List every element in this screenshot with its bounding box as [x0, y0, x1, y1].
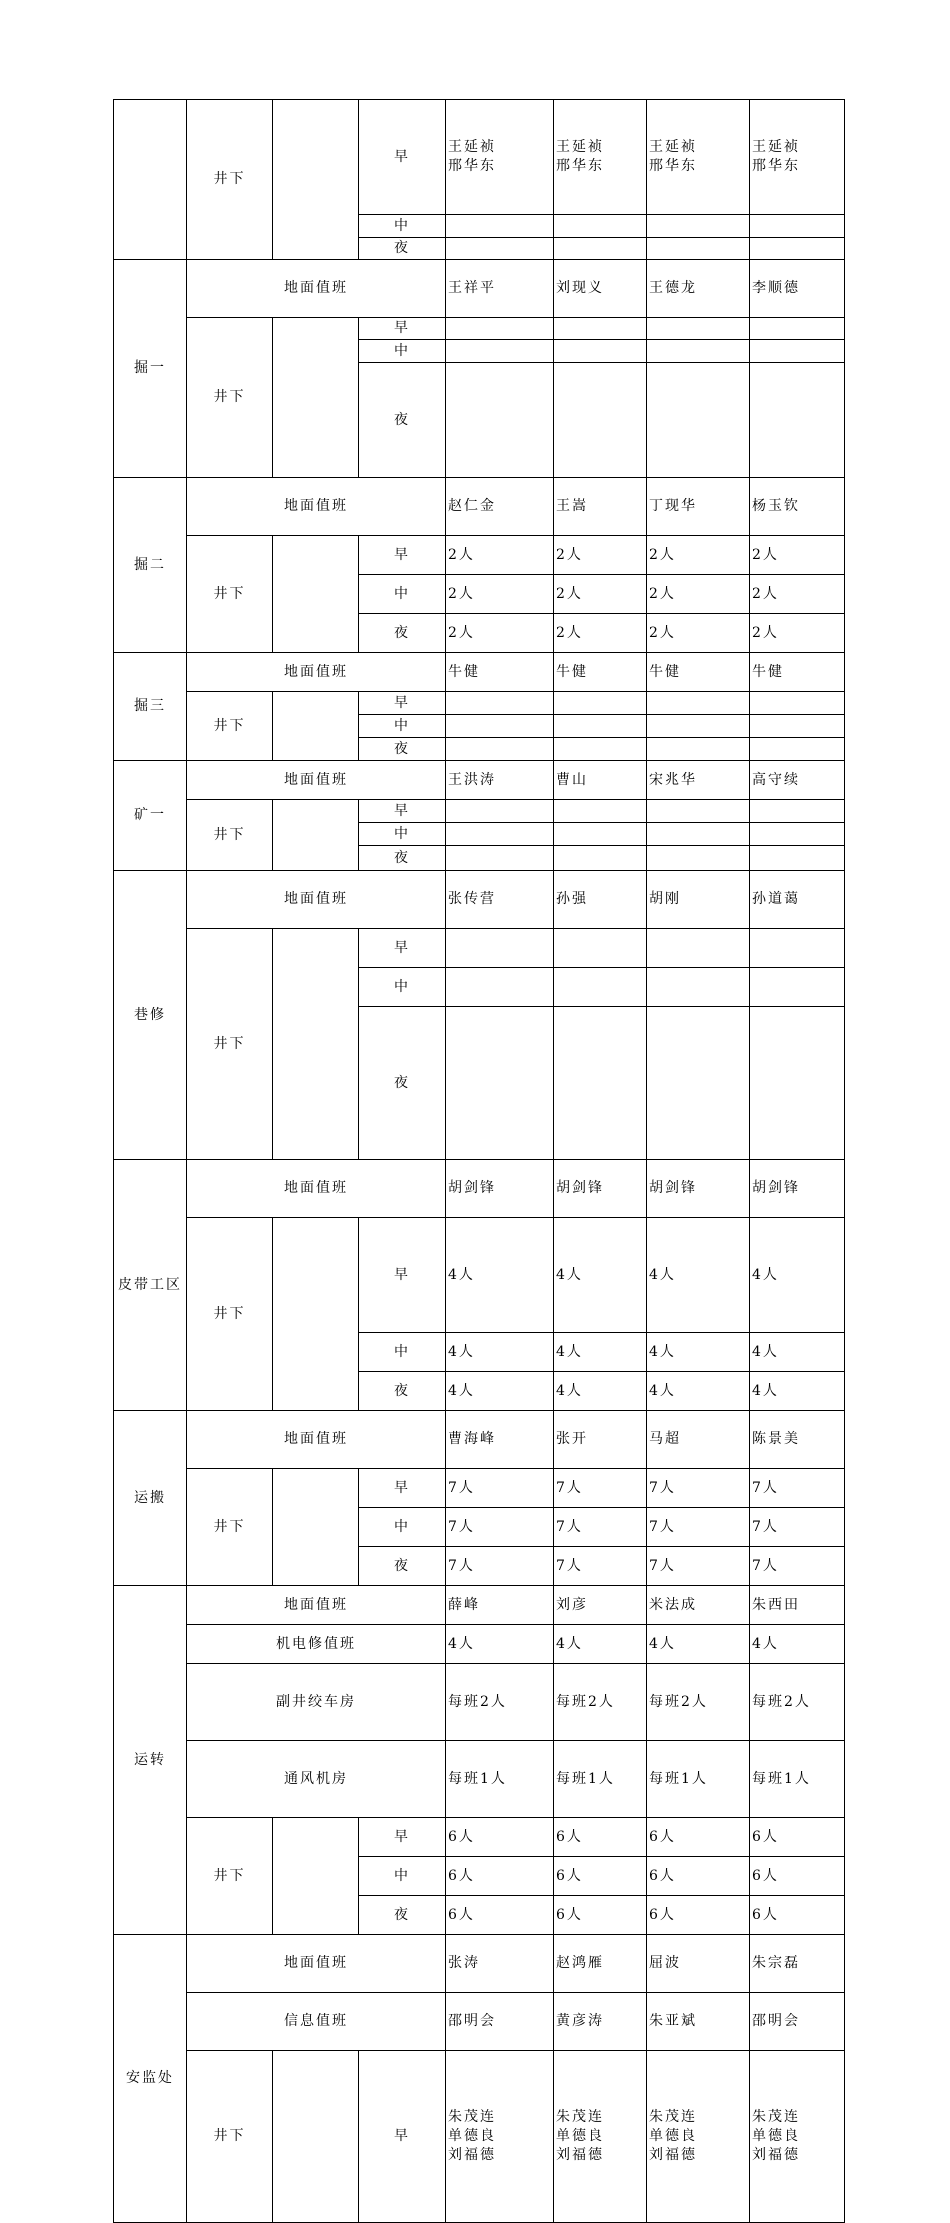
location-label: 井下 — [187, 318, 273, 478]
duty-cell: 每班1人 — [647, 1741, 750, 1818]
table-row — [114, 929, 845, 968]
location-label: 井下 — [187, 1818, 273, 1935]
duty-cell: 7人 — [554, 1469, 647, 1508]
duty-cell — [446, 238, 554, 260]
duty-cell — [647, 238, 750, 260]
duty-cell — [647, 823, 750, 846]
duty-cell: 胡刚 — [647, 871, 750, 929]
duty-cell: 高守续 — [750, 761, 845, 800]
shift-label: 早 — [359, 1218, 446, 1333]
shift-label: 中 — [359, 715, 446, 738]
duty-cell: 7人 — [446, 1469, 554, 1508]
duty-cell: 2人 — [750, 536, 845, 575]
location-label: 井下 — [187, 536, 273, 653]
duty-cell: 曹海峰 — [446, 1411, 554, 1469]
duty-cell: 2人 — [750, 614, 845, 653]
duty-cell — [446, 1007, 554, 1160]
duty-cell: 2人 — [750, 575, 845, 614]
duty-cell: 4人 — [554, 1333, 647, 1372]
duty-cell — [554, 800, 647, 823]
duty-cell: 马超 — [647, 1411, 750, 1469]
duty-cell: 6人 — [554, 1896, 647, 1935]
duty-cell: 2人 — [647, 575, 750, 614]
duty-cell: 4人 — [647, 1372, 750, 1411]
duty-cell — [554, 318, 647, 340]
table-row — [114, 692, 845, 715]
shift-label: 中 — [359, 1333, 446, 1372]
department-cell — [114, 100, 187, 260]
table-row — [114, 800, 845, 823]
duty-cell: 朱宗磊 — [750, 1935, 845, 1993]
table-row — [114, 260, 845, 318]
duty-cell — [554, 846, 647, 871]
duty-cell: 7人 — [554, 1547, 647, 1586]
table-row — [114, 1935, 845, 1993]
table-row — [114, 653, 845, 692]
duty-cell — [446, 738, 554, 761]
duty-cell — [750, 318, 845, 340]
shift-label: 早 — [359, 800, 446, 823]
duty-cell — [446, 363, 554, 478]
duty-cell: 朱茂连 单德良 刘福德 — [446, 2051, 554, 2223]
duty-cell: 4人 — [750, 1218, 845, 1333]
duty-cell: 2人 — [554, 614, 647, 653]
duty-cell: 7人 — [647, 1508, 750, 1547]
table-row — [114, 1586, 845, 1625]
duty-type-label: 通风机房 — [187, 1741, 446, 1818]
department-cell: 掘二 — [114, 478, 187, 653]
duty-cell: 7人 — [750, 1547, 845, 1586]
spacer-cell — [273, 1818, 359, 1935]
table-row — [114, 871, 845, 929]
duty-cell — [750, 692, 845, 715]
duty-cell — [647, 846, 750, 871]
duty-cell: 2人 — [647, 614, 750, 653]
duty-cell — [750, 340, 845, 363]
duty-cell: 王德龙 — [647, 260, 750, 318]
duty-cell: 2人 — [554, 536, 647, 575]
duty-cell: 胡剑锋 — [647, 1160, 750, 1218]
duty-cell: 7人 — [554, 1508, 647, 1547]
duty-cell — [750, 738, 845, 761]
duty-cell — [446, 692, 554, 715]
duty-cell: 每班1人 — [750, 1741, 845, 1818]
location-label: 井下 — [187, 1469, 273, 1586]
duty-cell: 6人 — [554, 1818, 647, 1857]
duty-cell — [446, 823, 554, 846]
duty-cell: 2人 — [446, 575, 554, 614]
duty-cell: 孙道蔼 — [750, 871, 845, 929]
duty-cell: 朱茂连 单德良 刘福德 — [554, 2051, 647, 2223]
duty-cell: 每班2人 — [446, 1664, 554, 1741]
table-row — [114, 761, 845, 800]
duty-cell: 7人 — [750, 1508, 845, 1547]
duty-cell: 刘彦 — [554, 1586, 647, 1625]
duty-type-label: 信息值班 — [187, 1993, 446, 2051]
duty-cell: 赵鸿雁 — [554, 1935, 647, 1993]
duty-cell: 6人 — [647, 1896, 750, 1935]
table-row — [114, 1993, 845, 2051]
duty-cell — [446, 340, 554, 363]
shift-label: 中 — [359, 1508, 446, 1547]
location-label: 井下 — [187, 2051, 273, 2223]
department-cell: 安监处 — [114, 1935, 187, 2223]
spacer-cell — [273, 929, 359, 1160]
table-row — [114, 100, 845, 215]
duty-cell: 薛峰 — [446, 1586, 554, 1625]
duty-cell — [554, 692, 647, 715]
duty-cell: 胡剑锋 — [554, 1160, 647, 1218]
duty-cell — [647, 929, 750, 968]
duty-cell — [647, 968, 750, 1007]
duty-cell: 4人 — [750, 1625, 845, 1664]
duty-cell — [750, 363, 845, 478]
table-row — [114, 536, 845, 575]
duty-cell — [446, 215, 554, 238]
shift-label: 中 — [359, 968, 446, 1007]
duty-cell: 黄彦涛 — [554, 1993, 647, 2051]
duty-cell: 4人 — [750, 1372, 845, 1411]
duty-cell: 杨玉钦 — [750, 478, 845, 536]
duty-cell — [554, 238, 647, 260]
duty-cell: 2人 — [647, 536, 750, 575]
duty-cell: 4人 — [554, 1372, 647, 1411]
duty-cell: 每班2人 — [647, 1664, 750, 1741]
duty-cell: 王延祯 邢华东 — [554, 100, 647, 215]
duty-cell — [647, 215, 750, 238]
shift-label: 早 — [359, 2051, 446, 2223]
duty-cell: 牛健 — [750, 653, 845, 692]
duty-cell — [554, 340, 647, 363]
duty-cell — [554, 968, 647, 1007]
shift-label: 早 — [359, 100, 446, 215]
duty-cell: 米法成 — [647, 1586, 750, 1625]
spacer-cell — [273, 536, 359, 653]
duty-cell — [647, 340, 750, 363]
duty-cell: 6人 — [750, 1896, 845, 1935]
duty-cell: 7人 — [750, 1469, 845, 1508]
duty-type-label: 地面值班 — [187, 1411, 446, 1469]
duty-cell: 7人 — [647, 1469, 750, 1508]
shift-label: 夜 — [359, 738, 446, 761]
duty-type-label: 机电修值班 — [187, 1625, 446, 1664]
duty-cell: 4人 — [554, 1625, 647, 1664]
duty-type-label: 地面值班 — [187, 1935, 446, 1993]
duty-cell: 李顺德 — [750, 260, 845, 318]
duty-cell — [446, 968, 554, 1007]
duty-cell: 屈波 — [647, 1935, 750, 1993]
department-cell: 掘一 — [114, 260, 187, 478]
duty-cell: 4人 — [446, 1372, 554, 1411]
duty-cell — [750, 715, 845, 738]
duty-type-label: 地面值班 — [187, 1586, 446, 1625]
duty-cell: 王洪涛 — [446, 761, 554, 800]
duty-type-label: 地面值班 — [187, 260, 446, 318]
table-row — [114, 318, 845, 340]
duty-cell — [554, 363, 647, 478]
duty-cell: 朱茂连 单德良 刘福德 — [647, 2051, 750, 2223]
table-row — [114, 1664, 845, 1741]
duty-cell: 牛健 — [647, 653, 750, 692]
table-row — [114, 478, 845, 536]
duty-cell: 王延祯 邢华东 — [446, 100, 554, 215]
duty-cell: 4人 — [750, 1333, 845, 1372]
duty-cell: 陈景美 — [750, 1411, 845, 1469]
shift-label: 中 — [359, 215, 446, 238]
department-cell: 运搬 — [114, 1411, 187, 1586]
shift-label: 早 — [359, 1469, 446, 1508]
location-label: 井下 — [187, 929, 273, 1160]
spacer-cell — [273, 800, 359, 871]
shift-label: 夜 — [359, 238, 446, 260]
duty-type-label: 地面值班 — [187, 653, 446, 692]
shift-label: 早 — [359, 318, 446, 340]
duty-cell: 胡剑锋 — [750, 1160, 845, 1218]
location-label: 井下 — [187, 800, 273, 871]
duty-cell: 丁现华 — [647, 478, 750, 536]
duty-cell: 胡剑锋 — [446, 1160, 554, 1218]
duty-cell: 6人 — [446, 1818, 554, 1857]
duty-cell — [446, 800, 554, 823]
duty-cell — [554, 929, 647, 968]
department-cell: 皮带工区 — [114, 1160, 187, 1411]
duty-cell: 王祥平 — [446, 260, 554, 318]
duty-cell: 6人 — [647, 1818, 750, 1857]
shift-label: 夜 — [359, 1547, 446, 1586]
duty-type-label: 副井绞车房 — [187, 1664, 446, 1741]
spacer-cell — [273, 318, 359, 478]
duty-cell: 每班1人 — [554, 1741, 647, 1818]
duty-type-label: 地面值班 — [187, 1160, 446, 1218]
department-cell: 运转 — [114, 1586, 187, 1935]
duty-cell: 王嵩 — [554, 478, 647, 536]
shift-label: 中 — [359, 340, 446, 363]
shift-label: 早 — [359, 692, 446, 715]
table-row — [114, 1625, 845, 1664]
duty-cell — [750, 929, 845, 968]
duty-type-label: 地面值班 — [187, 761, 446, 800]
duty-cell: 4人 — [446, 1333, 554, 1372]
duty-cell: 6人 — [647, 1857, 750, 1896]
duty-cell: 王延祯 邢华东 — [750, 100, 845, 215]
duty-cell — [750, 238, 845, 260]
duty-cell: 孙强 — [554, 871, 647, 929]
table-row — [114, 1469, 845, 1508]
duty-cell: 4人 — [647, 1333, 750, 1372]
duty-cell: 6人 — [750, 1857, 845, 1896]
shift-label: 中 — [359, 823, 446, 846]
duty-cell — [647, 692, 750, 715]
duty-cell: 每班1人 — [446, 1741, 554, 1818]
duty-cell: 朱茂连 单德良 刘福德 — [750, 2051, 845, 2223]
shift-label: 早 — [359, 929, 446, 968]
duty-cell: 牛健 — [554, 653, 647, 692]
duty-cell: 张涛 — [446, 1935, 554, 1993]
department-cell: 巷修 — [114, 871, 187, 1160]
duty-cell: 2人 — [554, 575, 647, 614]
duty-roster-table — [113, 99, 845, 2223]
duty-cell — [647, 318, 750, 340]
duty-cell: 曹山 — [554, 761, 647, 800]
duty-cell: 赵仁金 — [446, 478, 554, 536]
table-row — [114, 1160, 845, 1218]
duty-cell — [554, 715, 647, 738]
shift-label: 夜 — [359, 846, 446, 871]
duty-cell: 朱亚斌 — [647, 1993, 750, 2051]
duty-cell: 刘现义 — [554, 260, 647, 318]
duty-cell — [647, 1007, 750, 1160]
duty-cell: 7人 — [647, 1547, 750, 1586]
duty-cell: 宋兆华 — [647, 761, 750, 800]
department-cell: 矿一 — [114, 761, 187, 871]
duty-cell — [647, 363, 750, 478]
duty-cell: 7人 — [446, 1508, 554, 1547]
table-row — [114, 1218, 845, 1333]
duty-cell — [554, 823, 647, 846]
duty-cell: 6人 — [446, 1896, 554, 1935]
duty-cell — [446, 929, 554, 968]
duty-type-label: 地面值班 — [187, 871, 446, 929]
duty-cell — [647, 715, 750, 738]
duty-cell — [554, 738, 647, 761]
shift-label: 中 — [359, 1857, 446, 1896]
shift-label: 早 — [359, 1818, 446, 1857]
shift-label: 早 — [359, 536, 446, 575]
duty-cell: 每班2人 — [554, 1664, 647, 1741]
shift-label: 夜 — [359, 363, 446, 478]
duty-cell: 2人 — [446, 614, 554, 653]
table-row — [114, 1411, 845, 1469]
duty-cell — [750, 846, 845, 871]
shift-label: 夜 — [359, 1007, 446, 1160]
shift-label: 夜 — [359, 614, 446, 653]
duty-cell: 4人 — [554, 1218, 647, 1333]
spacer-cell — [273, 1469, 359, 1586]
duty-cell — [750, 823, 845, 846]
duty-cell: 6人 — [554, 1857, 647, 1896]
duty-cell — [446, 715, 554, 738]
duty-cell: 4人 — [647, 1625, 750, 1664]
spacer-cell — [273, 2051, 359, 2223]
duty-cell: 6人 — [446, 1857, 554, 1896]
duty-cell — [554, 1007, 647, 1160]
shift-label: 夜 — [359, 1372, 446, 1411]
table-row — [114, 2051, 845, 2223]
location-label: 井下 — [187, 100, 273, 260]
shift-label: 夜 — [359, 1896, 446, 1935]
duty-cell — [446, 318, 554, 340]
duty-cell: 4人 — [647, 1218, 750, 1333]
duty-cell — [750, 1007, 845, 1160]
spacer-cell — [273, 100, 359, 260]
duty-cell: 张开 — [554, 1411, 647, 1469]
spacer-cell — [273, 692, 359, 761]
location-label: 井下 — [187, 1218, 273, 1411]
duty-cell: 牛健 — [446, 653, 554, 692]
duty-cell: 6人 — [750, 1818, 845, 1857]
shift-label: 中 — [359, 575, 446, 614]
table-row — [114, 1818, 845, 1857]
duty-cell: 4人 — [446, 1218, 554, 1333]
department-cell: 掘三 — [114, 653, 187, 761]
table-row — [114, 1741, 845, 1818]
duty-cell: 7人 — [446, 1547, 554, 1586]
duty-cell — [446, 846, 554, 871]
duty-type-label: 地面值班 — [187, 478, 446, 536]
duty-cell — [647, 800, 750, 823]
duty-cell: 朱西田 — [750, 1586, 845, 1625]
duty-cell: 张传营 — [446, 871, 554, 929]
spacer-cell — [273, 1218, 359, 1411]
duty-cell — [750, 215, 845, 238]
duty-cell: 邵明会 — [750, 1993, 845, 2051]
duty-cell: 每班2人 — [750, 1664, 845, 1741]
duty-cell: 王延祯 邢华东 — [647, 100, 750, 215]
location-label: 井下 — [187, 692, 273, 761]
duty-cell: 4人 — [446, 1625, 554, 1664]
duty-cell — [750, 968, 845, 1007]
duty-cell — [554, 215, 647, 238]
duty-cell — [647, 738, 750, 761]
duty-cell — [750, 800, 845, 823]
duty-cell: 2人 — [446, 536, 554, 575]
duty-cell: 邵明会 — [446, 1993, 554, 2051]
